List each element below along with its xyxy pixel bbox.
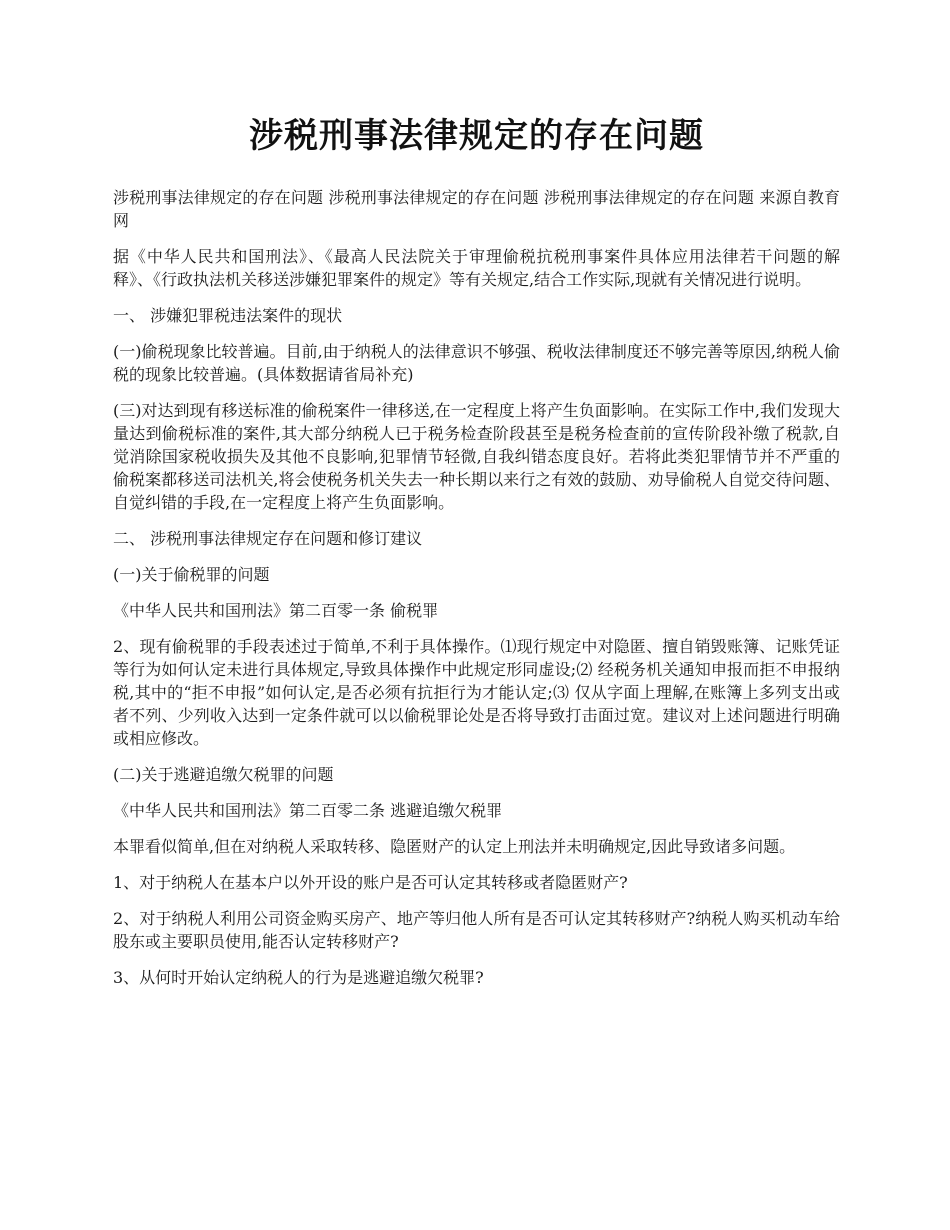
intro-paragraph: 涉税刑事法律规定的存在问题 涉税刑事法律规定的存在问题 涉税刑事法律规定的存在问题 来源自教育网 xyxy=(113,188,840,230)
subsection-heading: (一)关于偷税罪的问题 xyxy=(113,565,270,584)
law-article-reference: 《中华人民共和国刑法》第二百零一条 偷税罪 xyxy=(113,601,439,620)
section-heading-2: 二、 涉税刑事法律规定存在问题和修订建议 xyxy=(113,529,423,548)
body-paragraph: (一)偷税现象比较普遍。目前,由于纳税人的法律意识不够强、税收法律制度还不够完善等原因,纳税人偷税的现象比较普遍。(具体数据请省局补充) xyxy=(113,342,840,384)
body-paragraph: 2、现有偷税罪的手段表述过于简单,不利于具体操作。⑴现行规定中对隐匿、擅自销毁账簿、记账凭证等行为如何认定未进行具体规定,导致具体操作中此规定形同虚设;⑵ 经税务机关通知申报而拒不申报纳税,其中的“拒不申报”如何认定,是否必须有抗拒行为才能认定;⑶ 仅从字面上理解,在账簿上多列支出或者不列、少列收入达到一定条件就可以以偷税罪论处是否将导致打击面过宽。建议对上述问题进行明确或相应修改。 xyxy=(113,637,840,748)
subsection-heading: (二)关于逃避追缴欠税罪的问题 xyxy=(113,765,334,784)
body-paragraph: 本罪看似简单,但在对纳税人采取转移、隐匿财产的认定上刑法并未明确规定,因此导致诸多问题。 xyxy=(113,837,796,856)
question-item: 1、对于纳税人在基本户以外开设的账户是否可认定其转移或者隐匿财产? xyxy=(113,873,628,892)
law-article-reference: 《中华人民共和国刑法》第二百零二条 逃避追缴欠税罪 xyxy=(113,801,503,820)
document-body xyxy=(113,110,840,1002)
body-paragraph: (三)对达到现有移送标准的偷税案件一律移送,在一定程度上将产生负面影响。在实际工作中,我们发现大量达到偷税标准的案件,其大部分纳税人已于税务检查阶段甚至是税务检查前的宣传阶段补缴了税款,自觉消除国家税收损失及其他不良影响,犯罪情节轻微,自我纠错态度良好。若将此类犯罪情节并不严重的偷税案都移送司法机关,将会使税务机关失去一种长期以来行之有效的鼓励、劝导偷税人自觉交待问题、自觉纠错的手段,在一定程度上将产生负面影响。 xyxy=(113,401,840,512)
basis-paragraph: 据《中华人民共和国刑法》、《最高人民法院关于审理偷税抗税刑事案件具体应用法律若干问题的解释》、《行政执法机关移送涉嫌犯罪案件的规定》等有关规定,结合工作实际,现就有关情况进行说明。 xyxy=(113,247,840,289)
question-item: 2、对于纳税人利用公司资金购买房产、地产等归他人所有是否可认定其转移财产?纳税人购买机动车给股东或主要职员使用,能否认定转移财产? xyxy=(113,909,840,951)
section-heading-1: 一、 涉嫌犯罪税违法案件的现状 xyxy=(113,306,343,325)
document-title: 涉税刑事法律规定的存在问题 xyxy=(249,116,704,156)
question-item: 3、从何时开始认定纳税人的行为是逃避追缴欠税罪? xyxy=(113,968,484,987)
